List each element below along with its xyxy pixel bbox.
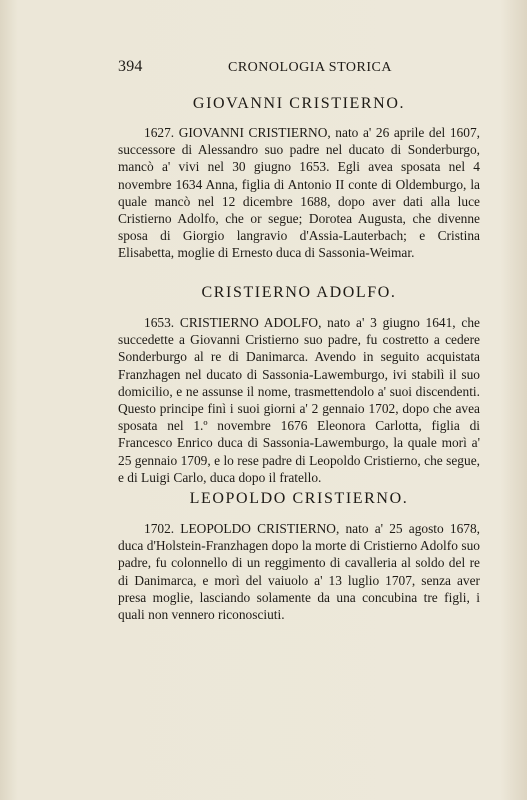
section-body-cristierno-adolfo (118, 314, 480, 486)
paragraph: 1627. GIOVANNI CRISTIERNO, nato a' 26 aprile del 1607, successore di Alessandro suo padre nel ducato di Sonderburgo, mancò a' vivi nel 30 giugno 1653. Egli avea sposata nel 4 novembre 1634 Anna, figlia di Antonio II conte di Oldemburgo, la quale mancò nel 12 dicembre 1688, dopo aver dati alla luce Cristierno Adolfo, che or segue; Dorotea Augusta, che divenne sposa di Giorgio langravio d'Assia-Lauterbach; e Cristina Elisabetta, moglie di Ernesto duca di Sassonia-Weimar. (118, 125, 480, 261)
paragraph: 1653. CRISTIERNO ADOLFO, nato a' 3 giugno 1641, che succedette a Giovanni Cristierno suo padre, fu costretto a cedere Sonderburgo al re di Danimarca. Avendo in seguito acquistata Franzhagen nel ducato di Sassonia-Lawemburgo, ivi stabilì il suo domicilio, e ne assunse il nome, trasmettendolo a' suoi discendenti. Questo principe finì i suoi giorni a' 2 gennaio 1702, dopo che avea sposata nel 1.º novembre 1676 Eleonora Carlotta, figlia di Francesco Enrico duca di Sassonia-Lawemburgo, la quale morì a' 25 gennaio 1709, e lo rese padre di Leopoldo Cristierno, che segue, e di Luigi Carlo, duca dopo il fratello. (118, 315, 480, 485)
section-body-giovanni (118, 124, 480, 262)
running-title: CRONOLOGIA STORICA (228, 60, 392, 75)
section-body-leopoldo (118, 520, 480, 623)
section-heading-leopoldo: LEOPOLDO CRISTIERNO. (189, 490, 409, 507)
section-heading-cristierno-adolfo: CRISTIERNO ADOLFO. (201, 284, 397, 301)
paragraph: 1702. LEOPOLDO CRISTIERNO, nato a' 25 agosto 1678, duca d'Holstein-Franzhagen dopo la morte di Cristierno Adolfo suo padre, fu colonnello di un reggimento di cavalleria al soldo del re di Danimarca, e morì del vaiuolo a' 13 luglio 1707, senza aver presa moglie, lasciando solamente da una concubina tre figli, i quali non vennero riconosciuti. (118, 521, 480, 623)
section-heading-giovanni: GIOVANNI CRISTIERNO. (192, 95, 406, 112)
page-number: 394 (118, 58, 143, 75)
